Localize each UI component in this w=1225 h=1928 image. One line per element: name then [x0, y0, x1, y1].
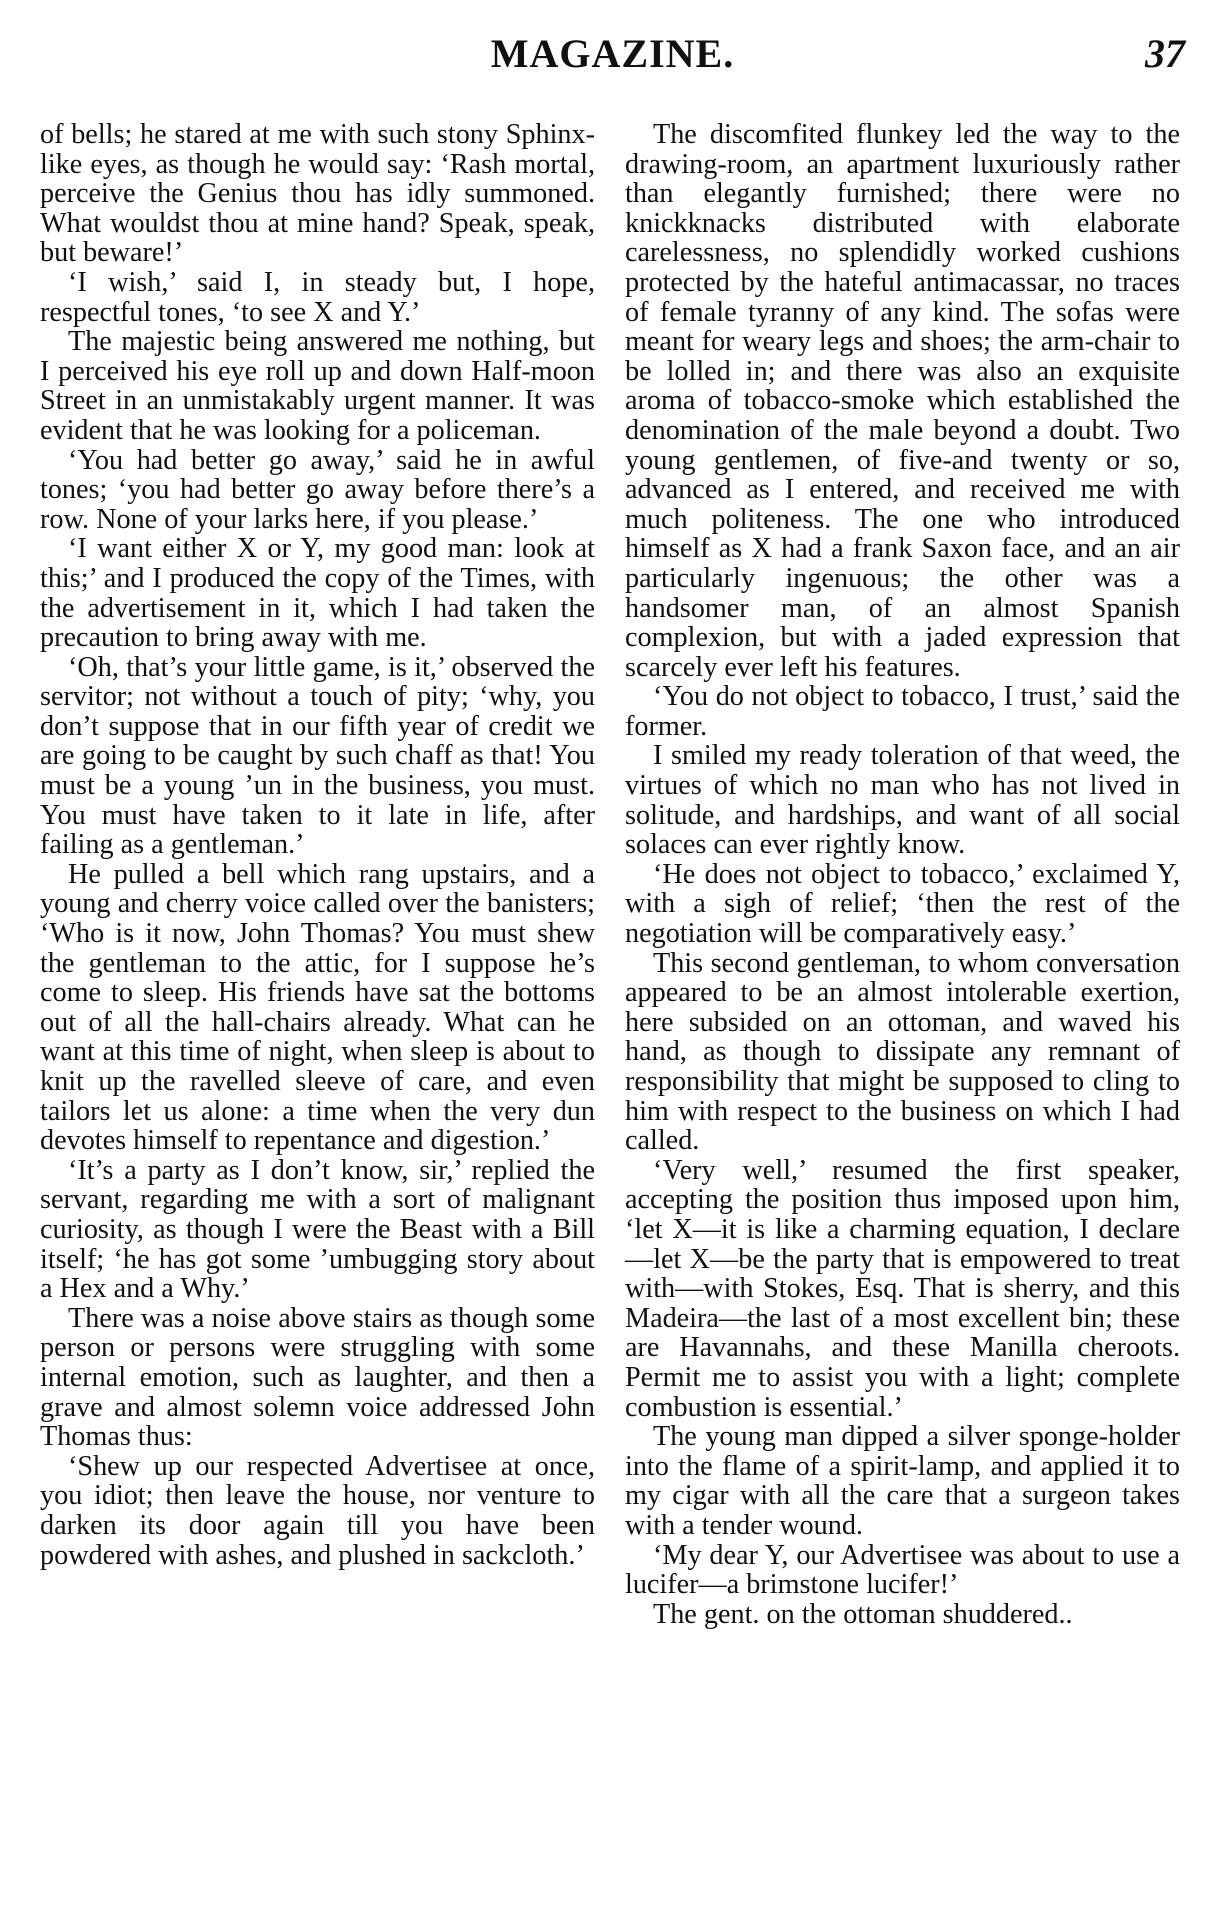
paragraph: He pulled a bell which rang upstairs, and a young and cherry voice called over the banisters; ‘Who is it now, John Thomas? You must shew the gentleman to the attic, for I suppose he’s come to sleep. His friends have sat the bottoms out of all the hall-chairs already. What can he want at this time of night, when sleep is about to knit up the ravelled sleeve of care, and even tailors let us alone: a time when the very dun devotes himself to repentance and digestion.’ [40, 858, 595, 1157]
paragraph: The discomfited flunkey led the way to the drawing-room, an apartment luxuriously rather than elegantly furnished; there were no knickknacks distributed with elaborate carelessness, no splendidly worked cushions protected by the hateful antimacassar, no traces of female tyranny of any kind. The sofas were meant for weary legs and shoes; the arm-chair to be lolled in; and there was also an exquisite aroma of tobacco-smoke which established the denomination of the male beyond a doubt. Two young gentlemen, of five-and twenty or so, advanced as I entered, and received me with much politeness. The one who introduced himself as X had a frank Saxon face, and an air particularly ingenuous; the other was a handsomer man, of an almost Spanish complexion, but with a jaded expression that scarcely ever left his features. [625, 119, 1180, 683]
paragraph: This second gentleman, to whom conversation appeared to be an almost intolerable exertion, here subsided on an ottoman, and waved his hand, as though to dissipate any remnant of responsibility that might be supposed to cling to him with respect to the business on which I had called. [625, 947, 1180, 1157]
page-header [0, 0, 1225, 100]
paragraph: I smiled my ready toleration of that weed, the virtues of which no man who has not lived in solitude, and hardships, and want of all social solaces can ever rightly know. [625, 740, 1180, 861]
paragraph: ‘It’s a party as I don’t know, sir,’ replied the servant, regarding me with a sort of malignant curiosity, as though I were the Beast with a Bill itself; ‘he has got some ’umbugging story about a Hex and a Why.’ [40, 1154, 595, 1305]
paragraph: The gent. on the ottoman shuddered.. [653, 1598, 1073, 1630]
right-column [625, 120, 1180, 1629]
left-column [40, 120, 595, 1570]
page-number: 37 [1145, 31, 1185, 76]
paragraph: ‘Oh, that’s your little game, is it,’ observed the servitor; not without a touch of pity; ‘why, you don’t suppose that in our fifth year of credit we are going to be caught by such chaff as that! You must be a young ’un in the business, you must. You must have taken to it late in life, after failing as a gentleman.’ [40, 651, 595, 861]
paragraph: ‘He does not object to tobacco,’ exclaimed Y, with a sigh of relief; ‘then the rest of the negotiation will be comparatively easy.’ [625, 858, 1180, 950]
paragraph: There was a noise above stairs as though some person or persons were struggling with some internal emotion, such as laughter, and then a grave and almost solemn voice addressed John Thomas thus: [40, 1302, 595, 1453]
paragraph: The young man dipped a silver sponge-holder into the flame of a spirit-lamp, and applied it to my cigar with all the care that a surgeon takes with a tender wound. [625, 1421, 1180, 1541]
paragraph: of bells; he stared at me with such stony Sphinx-like eyes, as though he would say: ‘Rash mortal, perceive the Genius thou has idly summoned. What wouldst thou at mine hand? Speak, speak, but beware!’ [40, 119, 595, 269]
paragraph: ‘You had better go away,’ said he in awful tones; ‘you had better go away before there’s a row. None of your larks here, if you please.’ [40, 444, 595, 535]
paragraph: ‘I wish,’ said I, in steady but, I hope, respectful tones, ‘to see X and Y.’ [40, 266, 595, 328]
paragraph: ‘Shew up our respected Advertisee at once, you idiot; then leave the house, nor venture to darken its door again till you have been powdered with ashes, and plushed in sackcloth.’ [40, 1450, 595, 1571]
paragraph: ‘You do not object to tobacco, I trust,’ said the former. [625, 681, 1180, 742]
paragraph: ‘My dear Y, our Advertisee was about to use a lucifer—a brimstone lucifer!’ [625, 1539, 1180, 1601]
running-title: MAGAZINE. [490, 31, 735, 76]
paragraph: ‘Very well,’ resumed the first speaker, accepting the position thus imposed upon him, ‘let X—it is like a charming equation, I declare—let X—be the party that is empowered to treat with—with Stokes, Esq. That is sherry, and this Madeira—the last of a most excellent bin; these are Havannahs, and these Manilla cheroots. Permit me to assist you with a light; complete combustion is essential.’ [625, 1154, 1180, 1423]
paragraph: The majestic being answered me nothing, but I perceived his eye roll up and down Half-moon Street in an unmistakably urgent manner. It was evident that he was looking for a policeman. [40, 326, 595, 446]
paragraph: ‘I want either X or Y, my good man: look at this;’ and I produced the copy of the Times, with the advertisement in it, which I had taken the precaution to bring away with me. [40, 533, 595, 654]
